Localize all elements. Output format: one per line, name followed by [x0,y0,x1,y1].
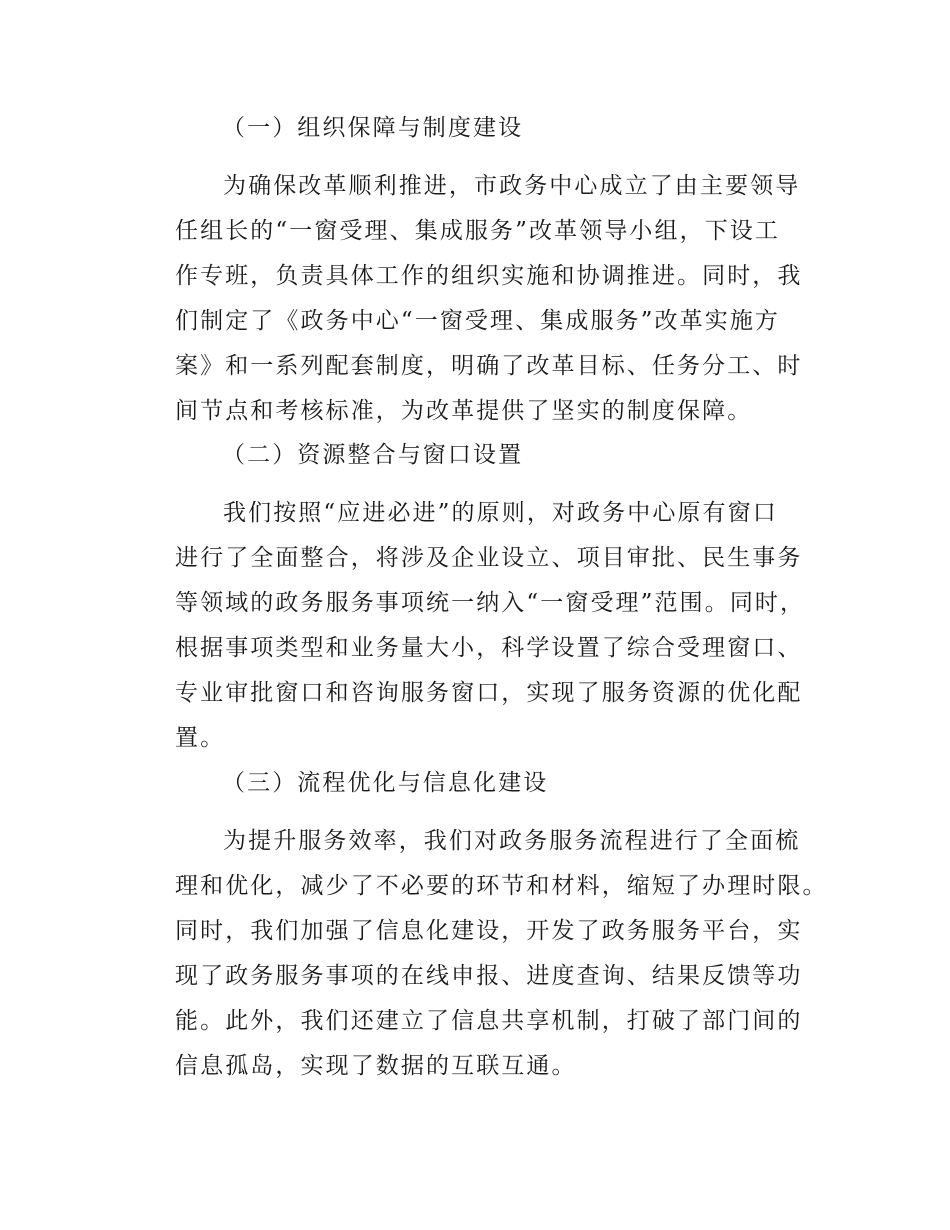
section-paragraph-3 [175,819,828,1089]
section-heading-2: （二）资源整合与窗口设置 [222,442,524,468]
paragraph-line: 同时，我们加强了信息化建设，开发了政务服务平台，实 [175,918,803,944]
paragraph-line: 根据事项类型和业务量大小，科学设置了综合受理窗口、 [175,635,803,661]
paragraph-line: 能。此外，我们还建立了信息共享机制，打破了部门间的 [175,1008,803,1034]
paragraph-line: 置。 [175,725,226,751]
section-paragraph-2 [175,491,815,761]
section-heading-3: （三）流程优化与信息化建设 [222,770,549,796]
paragraph-line: 间节点和考核标准，为改革提供了坚实的制度保障。 [175,398,753,424]
section-paragraph-1 [175,164,815,434]
paragraph-line: 为确保改革顺利推进，市政务中心成立了由主要领导 [223,173,801,199]
paragraph-line: 我们按照“应进必进”的原则，对政务中心原有窗口 [223,500,778,526]
paragraph-line: 等领域的政务服务事项统一纳入“一窗受理”范围。同时， [175,590,806,616]
paragraph-line: 作专班，负责具体工作的组织实施和协调推进。同时，我 [175,263,803,289]
section-heading-1: （一）组织保障与制度建设 [222,115,524,141]
paragraph-line: 案》和一系列配套制度，明确了改革目标、任务分工、时 [175,353,803,379]
paragraph-line: 任组长的“一窗受理、集成服务”改革领导小组，下设工 [175,218,781,244]
paragraph-line: 进行了全面整合，将涉及企业设立、项目审批、民生事务 [175,545,803,571]
paragraph-line: 为提升服务效率，我们对政务服务流程进行了全面梳 [223,828,801,854]
paragraph-line: 专业审批窗口和咨询服务窗口，实现了服务资源的优化配 [175,680,803,706]
paragraph-line: 信息孤岛，实现了数据的互联互通。 [175,1053,577,1079]
paragraph-line: 现了政务服务事项的在线申报、进度查询、结果反馈等功 [175,963,803,989]
paragraph-line: 们制定了《政务中心“一窗受理、集成服务”改革实施方 [175,308,781,334]
paragraph-line: 理和优化，减少了不必要的环节和材料，缩短了办理时限。 [175,873,828,899]
